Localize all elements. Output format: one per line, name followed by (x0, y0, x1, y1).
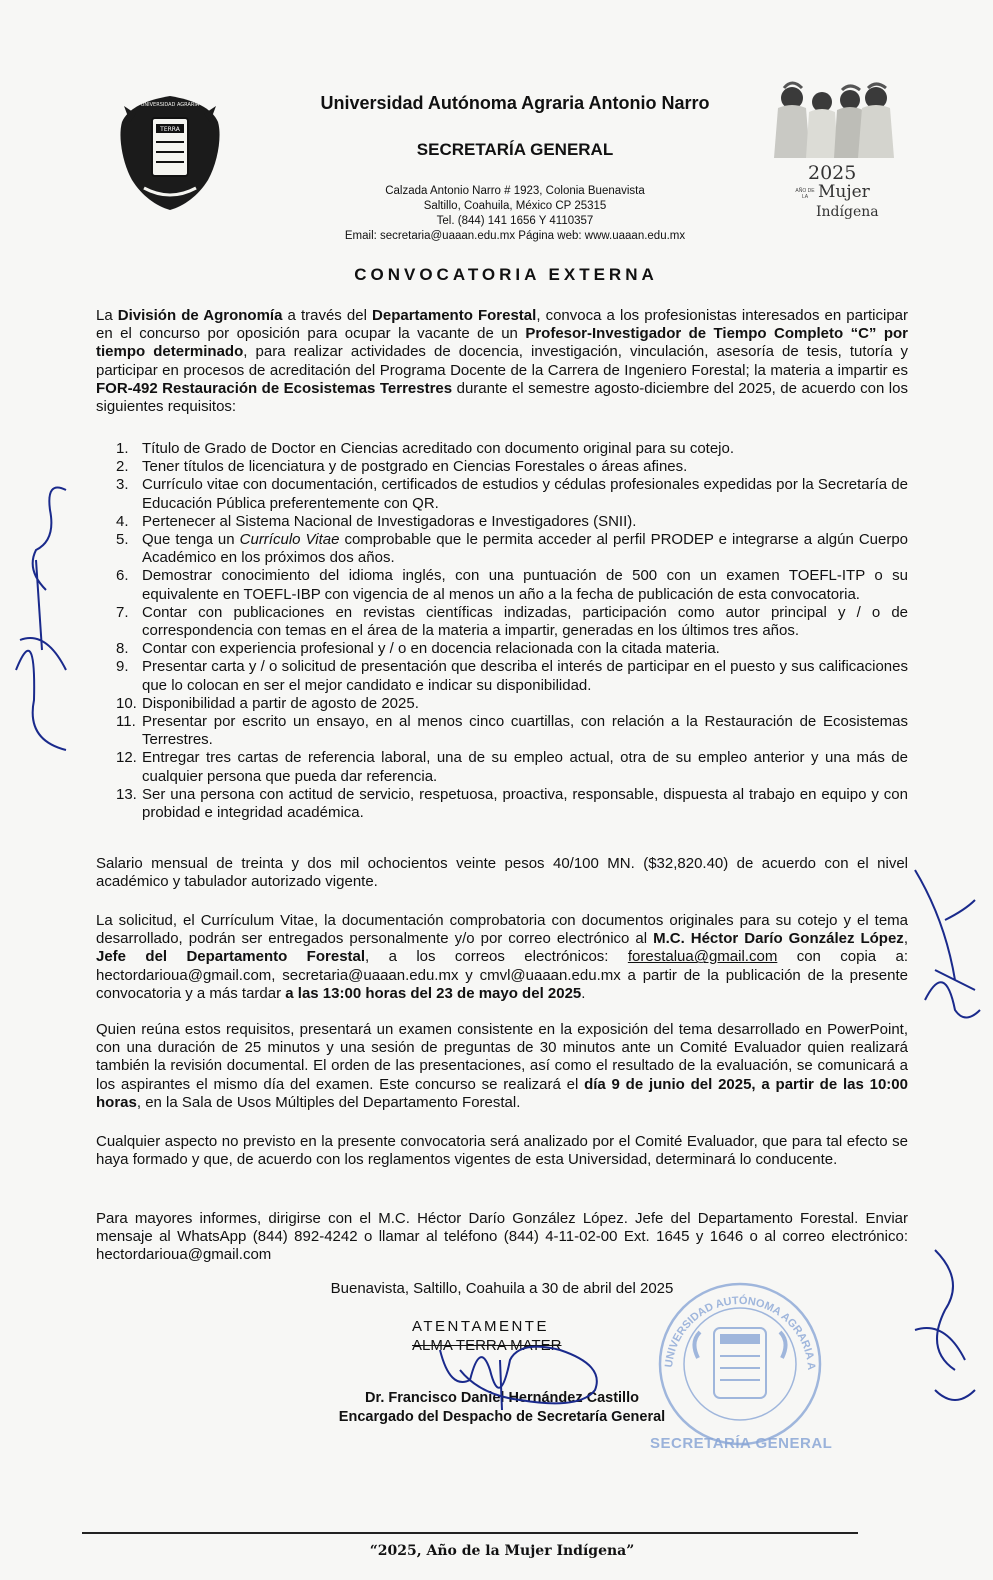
address-line: Saltillo, Coahuila, México CP 25315 (423, 200, 607, 212)
contact-role: Jefe del Departamento Forestal (96, 948, 366, 966)
requirements-list (96, 440, 908, 822)
intro-text: a través del (282, 307, 373, 324)
other-paragraph: Cualquier aspecto no previsto en la presente convocatoria será analizado por el Comité Evaluador, que para tal efecto se haya formado y que, de acuerdo con los reglamentos vigentes de esta Universidad, determinará lo conducente. (96, 1133, 908, 1169)
stamp-label: SECRETARÍA GENERAL (650, 1435, 833, 1452)
delivery-text: con copia a: hectordarioua@gmail.com, secretaria@uaaan.edu.mx y cmvl@uaaan.edu.mx a partir de la publicación de la presente convocatoria y a más tardar (96, 948, 909, 1002)
requirement-text: Que tenga un (142, 531, 240, 549)
position-title: Profesor-Investigador de Tiempo Completo “C” por tiempo determinado (96, 325, 908, 361)
requirement-number: 9. (116, 658, 129, 676)
salary-paragraph: Salario mensual de treinta y dos mil ochocientos veinte pesos 40/100 MN. ($32,820.40) de acuerdo con el nivel académico y tabulador autorizado vigente. (96, 855, 908, 891)
intro-text: durante el semestre agosto-diciembre del 2025, de acuerdo con los siguientes requisitos: (96, 379, 908, 416)
requirement-text: Contar con publicaciones en revistas científicas indizadas, participación como autor principal y / o de correspondencia con temas en el área de la materia a impartir, generadas en los últimos tres años. (142, 603, 908, 640)
requirement-number: 10. (116, 694, 137, 712)
requirement-item (96, 531, 908, 567)
requirement-item (96, 513, 908, 531)
requirement-number: 5. (116, 531, 129, 549)
requirement-text: Presentar por escrito un ensayo, en al menos cinco cuartillas, con relación a la Restauración de Ecosistemas Terrestres. (142, 713, 908, 749)
exam-text: , en la Sala de Usos Múltiples del Departamento Forestal. (136, 1093, 521, 1111)
requirement-number: 13. (116, 785, 137, 803)
requirement-text: Título de Grado de Doctor en Ciencias acreditado con documento original para su cotejo. (142, 440, 735, 457)
contact-address (250, 184, 780, 244)
svg-text:TERRA: TERRA (160, 126, 180, 133)
requirement-text: Tener títulos de licenciatura y de postgrado en Ciencias Forestales o áreas afines. (142, 458, 688, 476)
department-name: Departamento Forestal (372, 307, 537, 324)
requirement-text: Pertenecer al Sistema Nacional de Investigadoras e Investigadores (SNII). (142, 512, 637, 530)
document-heading: CONVOCATORIA EXTERNA (354, 265, 658, 284)
address-line: Tel. (844) 141 1656 Y 4110357 (436, 215, 594, 227)
intro-text: , convoca a los profesionistas interesados en participar en el concurso por oposición para ocupar la vacante de un (96, 307, 909, 343)
requirement-number: 8. (116, 640, 129, 658)
intro-paragraph (96, 307, 908, 416)
indigenous-women-illustration (764, 78, 896, 158)
delivery-text: . (581, 984, 586, 1002)
requirement-item (96, 695, 908, 713)
course-name: FOR-492 Restauración de Ecosistemas Terrestres (96, 379, 453, 397)
contact-paragraph: Para mayores informes, dirigirse con el M.C. Héctor Darío González López. Jefe del Departamento Forestal. Enviar mensaje al WhatsApp (844) 892-4242 o llamar al teléfono (844) 4-11-02-00 Ext. 1645 y 1646 o al correo electrónico: hectordarioua@gmail.com (96, 1210, 908, 1264)
stamp-ring-text: UNIVERSIDAD AUTÓNOMA AGRARIA ANTONIO NARRO (635, 1263, 818, 1371)
place-date: Buenavista, Saltillo, Coahuila a 30 de abril del 2025 (330, 1280, 674, 1297)
margin-signature-right (905, 860, 985, 1030)
requirement-item (96, 658, 908, 694)
logo-year: 2025 (808, 162, 857, 184)
requirement-text: Currículo vitae con documentación, certificados de estudios y cédulas profesionales expedidas por la Secretaría de Educación Pública preferentemente con QR. (142, 476, 908, 512)
exam-text: Quien reúna estos requisitos, presentará un examen consistente en la exposición del tema desarrollado en PowerPoint, con una duración de 25 minutos y una sesión de preguntas de 30 minutos ante un Comité Evaluador quien realizará también la revisión documental. El orden de las presentaciones, así como el resultado de la evaluación, se comunicará a los aspirantes el mismo día del examen. Este concurso se realizará el (96, 1021, 908, 1093)
requirement-text: Ser una persona con actitud de servicio, respetuosa, proactiva, responsable, dispuesta al trabajo en equipo y con probidad e integridad académica. (142, 785, 908, 822)
requirement-item (96, 567, 908, 603)
requirement-text: Disponibilidad a partir de agosto de 2025. (142, 694, 419, 712)
requirement-number: 7. (116, 603, 129, 621)
mujer-indigena-2025-logo (764, 78, 896, 234)
requirement-number: 2. (116, 458, 129, 476)
margin-signature-left (6, 470, 86, 760)
requirement-number: 6. (116, 567, 129, 585)
official-stamp (635, 1263, 840, 1462)
requirement-number: 12. (116, 749, 137, 767)
address-line: Email: secretaria@uaaan.edu.mx Página web: www.uaaan.edu.mx (344, 230, 686, 242)
requirement-emphasis: Currículo Vitae (239, 531, 340, 549)
logo-mujer-text: Mujer (818, 182, 870, 202)
signer-role: Encargado del Despacho de Secretaría General (338, 1409, 666, 1425)
margin-signature-bottom-right (905, 1240, 985, 1430)
requirement-number: 1. (116, 440, 129, 457)
intro-text: , para realizar actividades de docencia, investigación, vinculación, asesoría de tesis, tutoría y participar en procesos de acreditación del Programa Docente de la Carrera de Ingeniero Forestal; la materia a impartir es (96, 343, 908, 379)
delivery-paragraph (96, 912, 908, 1003)
svg-text:UNIVERSIDAD AGRARIA: UNIVERSIDAD AGRARIA (140, 102, 200, 108)
closing-motto: ALMA TERRA MATER (412, 1337, 562, 1354)
requirement-number: 4. (116, 512, 129, 530)
closing-atentamente: ATENTAMENTE (412, 1318, 549, 1335)
requirement-item (96, 640, 908, 658)
requirement-text: Presentar carta y / o solicitud de presentación que describa el interés de participar en el puesto y sus calificaciones que lo colocan en ser el mejor candidato e indicar su disponibilidad. (142, 658, 908, 694)
requirement-item (96, 476, 908, 512)
requirement-number: 11. (116, 713, 136, 731)
university-name: Universidad Autónoma Agraria Antonio Narro (320, 93, 710, 113)
requirement-text: comprobable que le permita acceder al perfil PRODEP e integrarse a algún Cuerpo Académico en los próximos dos años. (142, 531, 909, 567)
requirement-item (96, 786, 908, 822)
delivery-text: La solicitud, el Currículum Vitae, la documentación comprobatoria con documentos originales para su cotejo y el tema desarrollado, podrán ser entregados personalmente y/o por correo electrónico al (96, 912, 908, 948)
requirement-item (96, 440, 908, 458)
signer-name: Dr. Francisco Daniel Hernández Castillo (365, 1390, 639, 1406)
email-link[interactable]: forestalua@gmail.com (627, 948, 778, 966)
office-name: SECRETARÍA GENERAL (416, 140, 614, 159)
footer-divider (82, 1532, 858, 1534)
requirement-item (96, 458, 908, 476)
signature-secretary (420, 1330, 620, 1420)
requirement-text: Contar con experiencia profesional y / o en docencia relacionada con la citada materia. (142, 640, 720, 658)
requirement-item (96, 713, 908, 749)
logo-small-text: AÑO DE LA (795, 188, 815, 200)
university-seal-logo (116, 92, 224, 214)
requirement-item (96, 749, 908, 785)
requirement-item (96, 604, 908, 640)
deadline: a las 13:00 horas del 23 de mayo del 2025 (285, 984, 582, 1002)
requirement-number: 3. (116, 476, 129, 494)
exam-date: día 9 de junio del 2025, a partir de las 10:00 horas (96, 1075, 908, 1111)
exam-paragraph (96, 1021, 908, 1112)
delivery-text: , a los correos electrónicos: (365, 948, 628, 966)
logo-indigena-text: Indígena (816, 204, 879, 220)
footer-motto: “2025, Año de la Mujer Indígena” (369, 1543, 635, 1559)
address-line: Calzada Antonio Narro # 1923, Colonia Buenavista (385, 185, 645, 197)
requirement-text: Demostrar conocimiento del idioma inglés, con una puntuación de 500 con un examen TOEFL-ITP o su equivalente en TOEFL-IBP con vigencia de al menos un año a la fecha de publicación de esta convocatoria. (142, 567, 908, 603)
intro-text: La (96, 307, 118, 324)
delivery-text: , (903, 930, 908, 948)
contact-person: M.C. Héctor Darío González López (653, 930, 904, 948)
requirement-text: Entregar tres cartas de referencia laboral, una de su empleo actual, otra de su empleo anterior y una más de cualquier persona que pueda dar referencia. (142, 749, 908, 785)
division-name: División de Agronomía (117, 307, 283, 324)
